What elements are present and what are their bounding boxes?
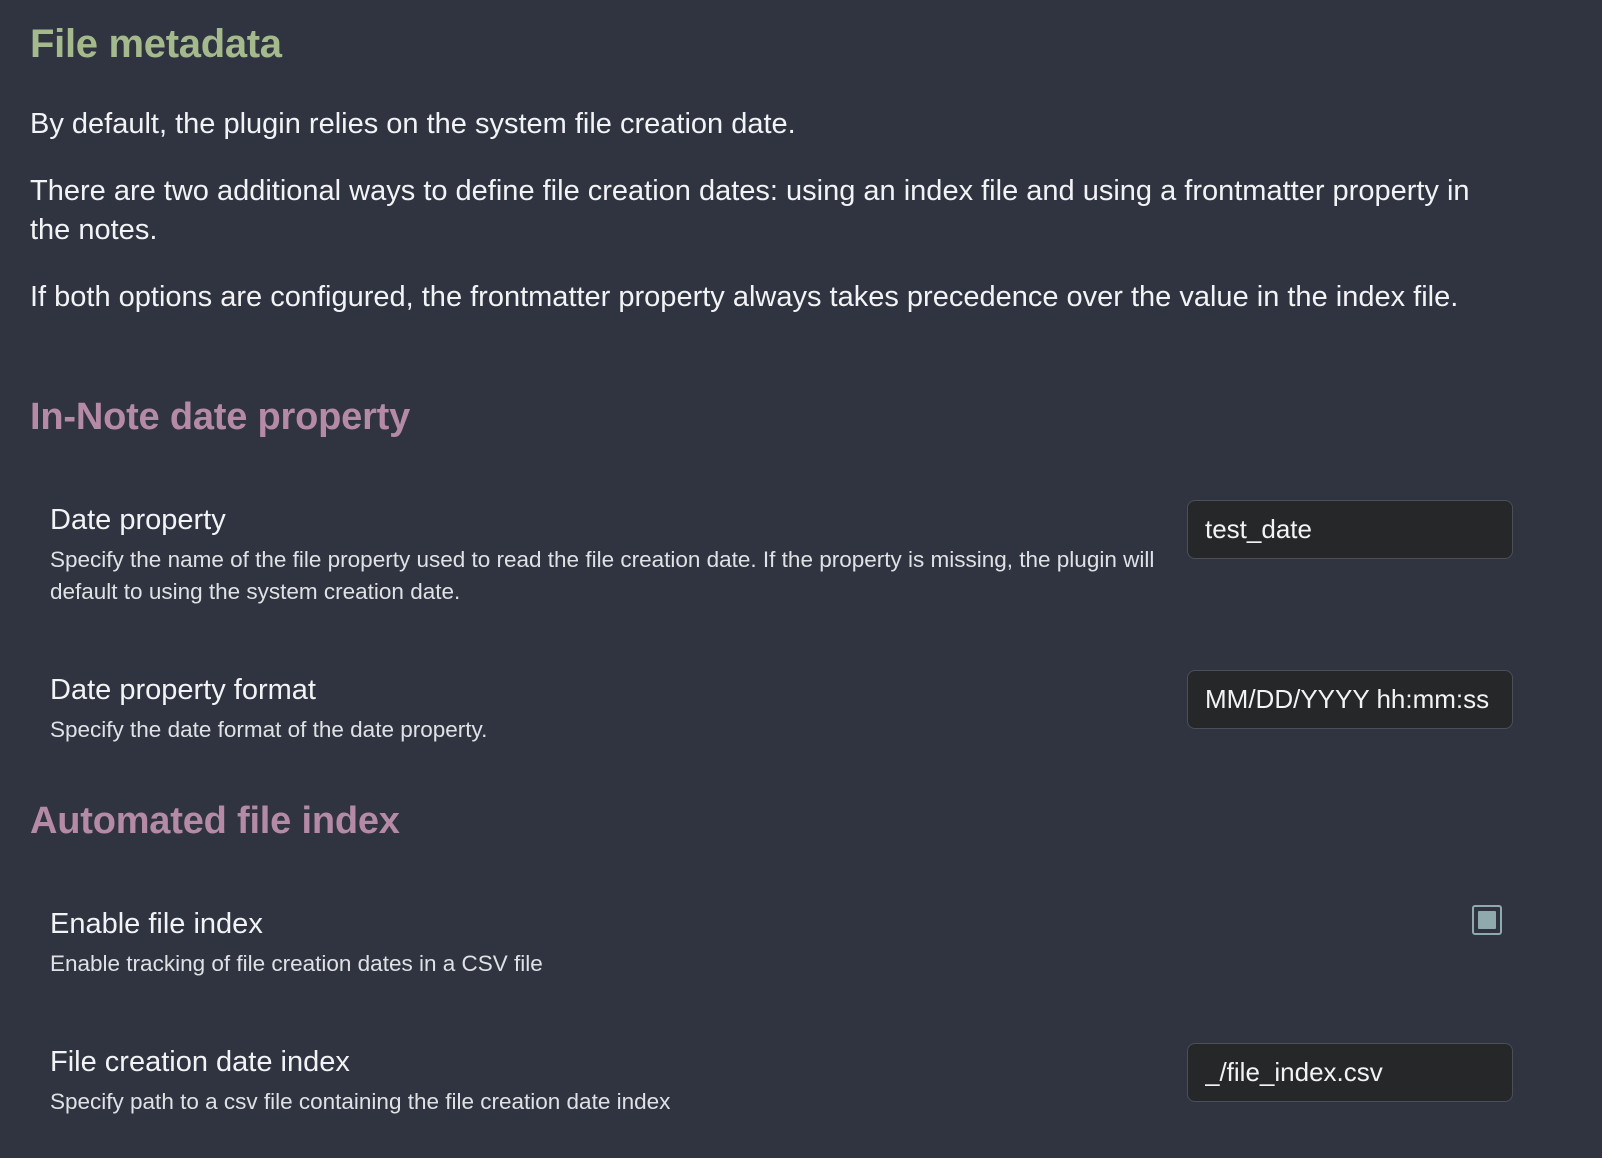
automated-file-index-heading: Automated file index [30,800,400,842]
enable-file-index-setting [50,906,1220,980]
intro-paragraph-ways: There are two additional ways to define file creation dates: using an index file and using a frontmatter property in the notes. [30,175,1470,246]
file-creation-date-index-setting [50,1044,1220,1118]
date-property-input[interactable] [1187,500,1513,559]
file-creation-date-index-name: File creation date index [50,1046,350,1078]
date-property-format-name: Date property format [50,674,316,706]
date-property-setting [50,502,1220,608]
enable-file-index-description: Enable tracking of file creation dates in a CSV file [50,951,543,976]
intro-paragraph-default: By default, the plugin relies on the system file creation date. [30,108,796,140]
date-property-description: Specify the name of the file property used to read the file creation date. If the property is missing, the plugin will default to using the system creation date. [50,547,1155,604]
intro-paragraph-precedence: If both options are configured, the frontmatter property always takes precedence over the value in the index file. [30,281,1459,313]
date-property-format-setting [50,672,1220,746]
date-property-format-description: Specify the date format of the date property. [50,717,488,742]
file-creation-date-index-input[interactable] [1187,1043,1513,1102]
enable-file-index-checkbox[interactable] [1472,905,1502,935]
file-creation-date-index-description: Specify path to a csv file containing the file creation date index [50,1089,671,1114]
checkbox-checked-mark [1478,911,1496,929]
date-property-name: Date property [50,504,226,536]
in-note-date-property-heading: In-Note date property [30,396,411,438]
enable-file-index-name: Enable file index [50,908,263,940]
date-property-format-input[interactable] [1187,670,1513,729]
file-metadata-heading: File metadata [30,22,282,66]
